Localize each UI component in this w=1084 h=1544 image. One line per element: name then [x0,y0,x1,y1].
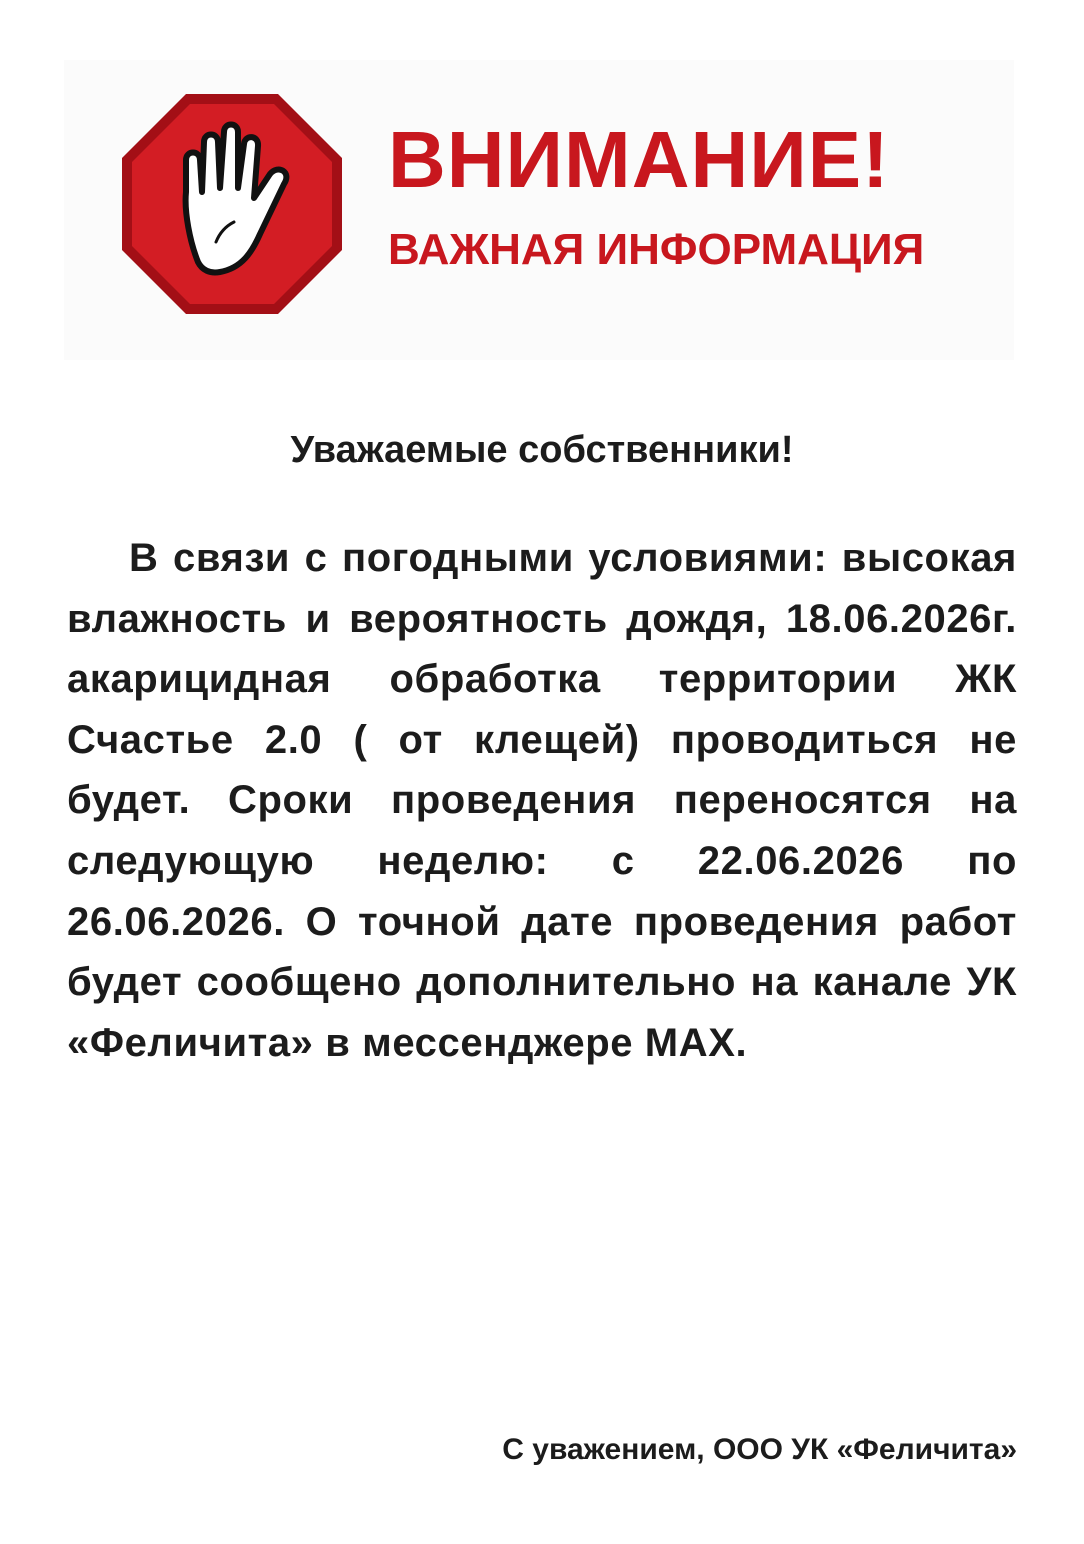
notice-body: В связи с погодными условиями: высокая влажность и вероятность дождя, 18.06.2026г. акарицидная обработка территории ЖК Счастье 2.0 ( от клещей) проводиться не будет. Сроки проведения переносятся на следующую неделю: с 22.06.2026 по 26.06.2026. О точной дате проведения работ будет сообщено дополнительно на канале УК «Феличита» в мессенджере MAX. [67,536,1017,1065]
warning-subheadline: ВАЖНАЯ ИНФОРМАЦИЯ [388,225,925,274]
notice-signature: С уважением, ООО УК «Феличита» [502,1433,1017,1466]
notice-greeting: Уважаемые собственники! [290,429,794,471]
warning-headline: ВНИМАНИЕ! [388,115,890,204]
stop-hand-icon [120,92,344,316]
